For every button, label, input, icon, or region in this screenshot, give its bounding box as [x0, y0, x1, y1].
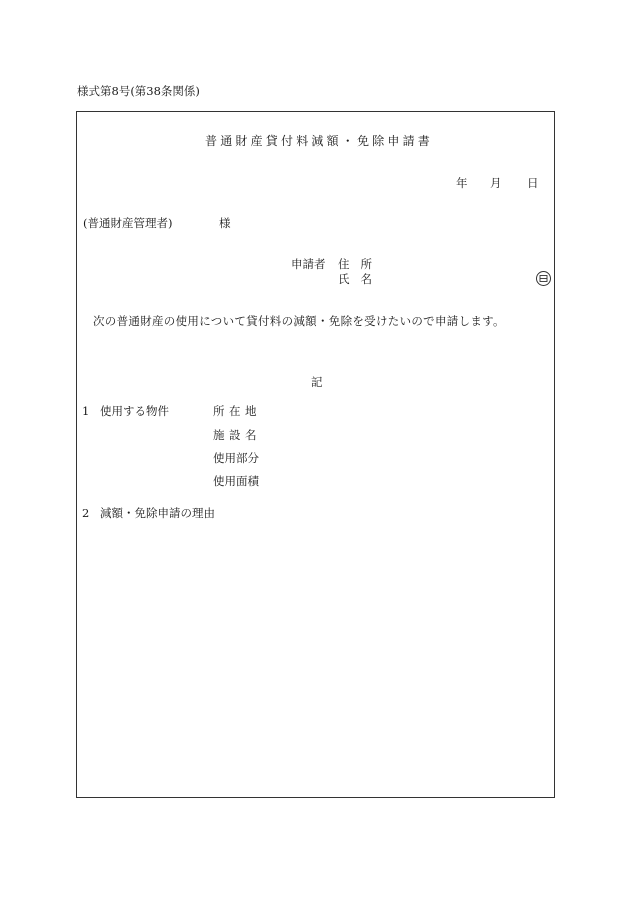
item-1-label: 使用する物件: [100, 404, 169, 418]
item-2-number: 2: [82, 506, 90, 520]
addressee-label: (普通財産管理者): [83, 216, 173, 230]
item-1-number: 1: [82, 404, 90, 418]
applicant-label: 申請者: [291, 257, 326, 271]
document-title: 普通財産貸付料減額・免除申請書: [205, 134, 434, 148]
address-label: 住所: [338, 257, 383, 271]
field-usage-part-label: 使用部分: [213, 451, 259, 465]
seal-circle-icon: [536, 271, 551, 286]
form-frame: [76, 111, 555, 798]
addressee-honorific: 様: [219, 216, 231, 230]
form-number: 様式第8号(第38条関係): [77, 84, 200, 98]
date-year-label: 年: [456, 176, 468, 190]
field-location-label: 所在地: [213, 404, 261, 418]
ki-heading: 記: [311, 375, 323, 389]
request-statement: 次の普通財産の使用について貸付料の減額・免除を受けたいので申請します。: [93, 314, 505, 328]
name-label: 氏名: [338, 272, 383, 286]
field-facility-name-label: 施設名: [213, 428, 261, 442]
date-month-label: 月: [490, 176, 502, 190]
date-day-label: 日: [527, 176, 539, 190]
field-usage-area-label: 使用面積: [213, 474, 259, 488]
item-2-label: 減額・免除申請の理由: [100, 506, 215, 520]
